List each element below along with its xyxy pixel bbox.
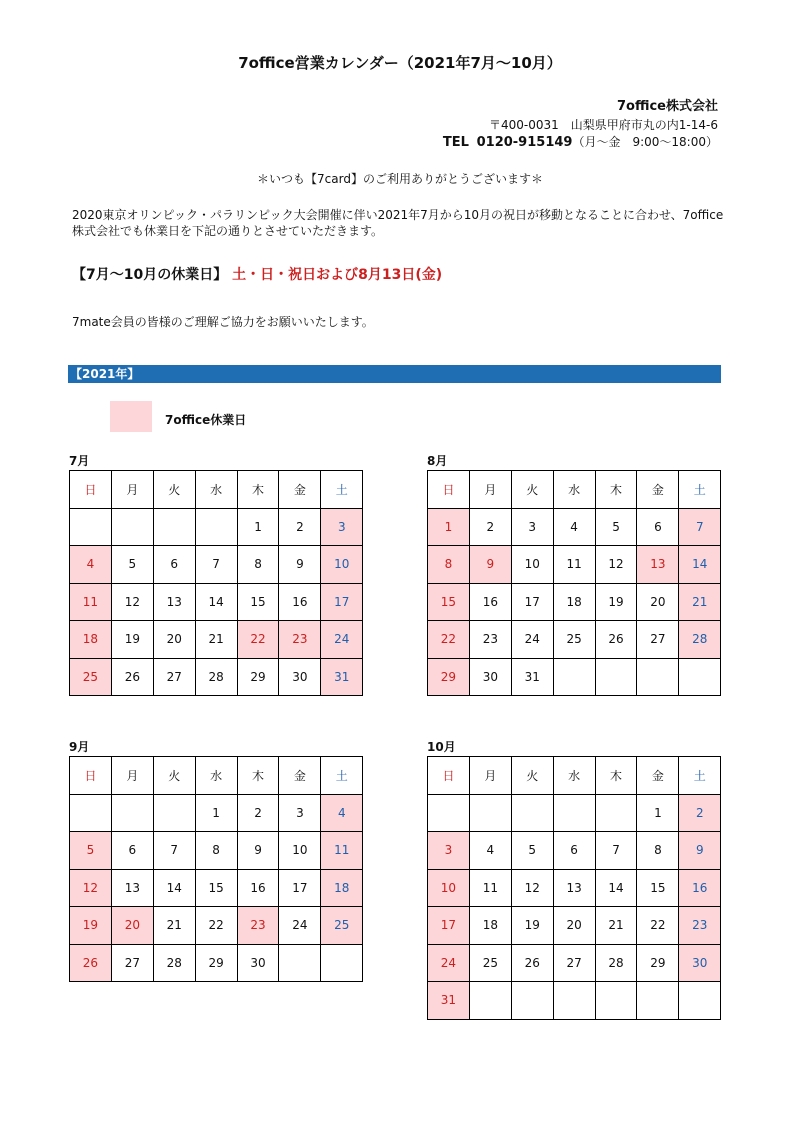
day-cell: 31	[511, 658, 553, 696]
day-cell: 28	[153, 944, 195, 982]
day-cell: 3	[321, 508, 363, 546]
day-cell: 16	[237, 869, 279, 907]
weekday-header: 日	[70, 757, 112, 795]
weekday-header: 木	[237, 471, 279, 509]
day-cell: 7	[195, 546, 237, 584]
empty-day-cell	[679, 658, 721, 696]
day-cell: 26	[111, 658, 153, 696]
week-row	[70, 583, 363, 621]
day-cell: 20	[637, 583, 679, 621]
weekday-header: 金	[279, 757, 321, 795]
day-cell: 5	[595, 508, 637, 546]
day-cell: 31	[428, 982, 470, 1020]
week-row	[428, 869, 721, 907]
day-cell: 5	[70, 832, 112, 870]
closed-days-value: 土・日・祝日および8月13日(金)	[232, 267, 443, 283]
month-label: 9月	[69, 740, 90, 754]
weekday-header: 日	[428, 471, 470, 509]
day-cell: 20	[553, 907, 595, 945]
day-cell: 14	[153, 869, 195, 907]
day-cell: 16	[469, 583, 511, 621]
empty-day-cell	[469, 794, 511, 832]
weekday-header: 木	[237, 757, 279, 795]
weekday-header: 土	[679, 757, 721, 795]
weekday-header: 月	[469, 471, 511, 509]
weekday-header: 土	[679, 471, 721, 509]
day-cell: 17	[428, 907, 470, 945]
day-cell: 23	[469, 621, 511, 659]
empty-day-cell	[553, 982, 595, 1020]
day-cell: 2	[679, 794, 721, 832]
day-cell: 24	[511, 621, 553, 659]
weekday-header: 水	[195, 471, 237, 509]
day-cell: 31	[321, 658, 363, 696]
day-cell: 9	[679, 832, 721, 870]
week-row	[70, 546, 363, 584]
day-cell: 10	[321, 546, 363, 584]
empty-day-cell	[637, 982, 679, 1020]
weekday-header: 土	[321, 471, 363, 509]
weekday-header: 日	[70, 471, 112, 509]
day-cell: 26	[595, 621, 637, 659]
day-cell: 30	[279, 658, 321, 696]
month-label: 7月	[69, 454, 90, 468]
empty-day-cell	[595, 794, 637, 832]
day-cell: 1	[428, 508, 470, 546]
legend-label: 7office休業日	[165, 413, 247, 427]
weekday-header: 月	[469, 757, 511, 795]
day-cell: 13	[111, 869, 153, 907]
day-cell: 4	[469, 832, 511, 870]
day-cell: 8	[428, 546, 470, 584]
day-cell: 13	[553, 869, 595, 907]
month-calendar	[427, 470, 721, 696]
weekday-header: 水	[195, 757, 237, 795]
day-cell: 30	[237, 944, 279, 982]
day-cell: 12	[70, 869, 112, 907]
day-cell: 19	[70, 907, 112, 945]
day-cell: 15	[237, 583, 279, 621]
day-cell: 14	[595, 869, 637, 907]
day-cell: 6	[637, 508, 679, 546]
week-row	[70, 508, 363, 546]
day-cell: 17	[511, 583, 553, 621]
empty-day-cell	[679, 982, 721, 1020]
day-cell: 13	[637, 546, 679, 584]
day-cell: 11	[70, 583, 112, 621]
day-cell: 5	[511, 832, 553, 870]
day-cell: 23	[679, 907, 721, 945]
day-cell: 11	[469, 869, 511, 907]
tel-label: TEL	[442, 135, 469, 150]
day-cell: 10	[279, 832, 321, 870]
day-cell: 8	[195, 832, 237, 870]
week-row	[70, 832, 363, 870]
day-cell: 12	[595, 546, 637, 584]
day-cell: 8	[237, 546, 279, 584]
weekday-header: 金	[279, 471, 321, 509]
weekday-header: 金	[637, 757, 679, 795]
day-cell: 21	[153, 907, 195, 945]
day-cell: 19	[111, 621, 153, 659]
day-cell: 20	[153, 621, 195, 659]
day-cell: 14	[679, 546, 721, 584]
day-cell: 7	[153, 832, 195, 870]
day-cell: 3	[279, 794, 321, 832]
legend-swatch	[110, 401, 152, 432]
day-cell: 16	[279, 583, 321, 621]
month-calendar	[427, 756, 721, 1020]
weekday-header: 水	[553, 757, 595, 795]
empty-day-cell	[428, 794, 470, 832]
day-cell: 18	[553, 583, 595, 621]
week-row	[70, 794, 363, 832]
week-row	[428, 794, 721, 832]
day-cell: 21	[679, 583, 721, 621]
day-cell: 14	[195, 583, 237, 621]
weekday-header: 火	[511, 757, 553, 795]
empty-day-cell	[595, 982, 637, 1020]
page-title: 7office営業カレンダー（2021年7月～10月）	[238, 54, 562, 72]
day-cell: 21	[595, 907, 637, 945]
closed-days-label: 【7月～10月の休業日】	[72, 267, 228, 283]
empty-day-cell	[511, 982, 553, 1020]
empty-day-cell	[553, 794, 595, 832]
day-cell: 15	[195, 869, 237, 907]
request-text: 7mate会員の皆様のご理解ご協力をお願いいたします。	[72, 315, 374, 329]
empty-day-cell	[111, 794, 153, 832]
weekday-header: 火	[153, 471, 195, 509]
day-cell: 28	[679, 621, 721, 659]
weekday-header: 土	[321, 757, 363, 795]
year-header-bar: 【2021年】	[68, 365, 721, 383]
week-row	[428, 546, 721, 584]
day-cell: 23	[279, 621, 321, 659]
empty-day-cell	[279, 944, 321, 982]
day-cell: 22	[195, 907, 237, 945]
weekday-header: 火	[153, 757, 195, 795]
weekday-header-row	[428, 757, 721, 795]
week-row	[428, 832, 721, 870]
day-cell: 21	[195, 621, 237, 659]
day-cell: 25	[469, 944, 511, 982]
day-cell: 25	[553, 621, 595, 659]
day-cell: 18	[469, 907, 511, 945]
day-cell: 23	[237, 907, 279, 945]
day-cell: 22	[428, 621, 470, 659]
day-cell: 26	[70, 944, 112, 982]
day-cell: 9	[469, 546, 511, 584]
closed-days-heading	[72, 264, 442, 284]
week-row	[70, 944, 363, 982]
company-address: 〒400-0031 山梨県甲府市丸の内1-14-6	[489, 118, 718, 132]
week-row	[428, 583, 721, 621]
day-cell: 16	[679, 869, 721, 907]
day-cell: 27	[111, 944, 153, 982]
day-cell: 27	[553, 944, 595, 982]
empty-day-cell	[195, 508, 237, 546]
month-calendar	[69, 756, 363, 982]
day-cell: 3	[428, 832, 470, 870]
day-cell: 29	[237, 658, 279, 696]
day-cell: 11	[321, 832, 363, 870]
weekday-header-row	[70, 471, 363, 509]
day-cell: 29	[637, 944, 679, 982]
week-row	[428, 944, 721, 982]
day-cell: 4	[553, 508, 595, 546]
day-cell: 5	[111, 546, 153, 584]
day-cell: 24	[321, 621, 363, 659]
weekday-header: 火	[511, 471, 553, 509]
week-row	[428, 508, 721, 546]
day-cell: 4	[70, 546, 112, 584]
day-cell: 11	[553, 546, 595, 584]
weekday-header: 木	[595, 471, 637, 509]
greeting-text: ＊いつも【7card】のご利用ありがとうございます＊	[257, 172, 543, 186]
weekday-header-row	[428, 471, 721, 509]
day-cell: 18	[70, 621, 112, 659]
day-cell: 2	[237, 794, 279, 832]
day-cell: 6	[111, 832, 153, 870]
day-cell: 3	[511, 508, 553, 546]
day-cell: 1	[637, 794, 679, 832]
day-cell: 17	[321, 583, 363, 621]
day-cell: 6	[153, 546, 195, 584]
empty-day-cell	[70, 508, 112, 546]
empty-day-cell	[595, 658, 637, 696]
month-label: 10月	[427, 740, 456, 754]
company-name: 7office株式会社	[617, 99, 718, 114]
day-cell: 7	[679, 508, 721, 546]
empty-day-cell	[70, 794, 112, 832]
day-cell: 18	[321, 869, 363, 907]
day-cell: 6	[553, 832, 595, 870]
day-cell: 2	[279, 508, 321, 546]
day-cell: 27	[637, 621, 679, 659]
day-cell: 27	[153, 658, 195, 696]
day-cell: 12	[511, 869, 553, 907]
tel-hours: （月～金 9:00～18:00）	[572, 135, 718, 149]
empty-day-cell	[469, 982, 511, 1020]
week-row	[70, 658, 363, 696]
day-cell: 2	[469, 508, 511, 546]
day-cell: 29	[428, 658, 470, 696]
day-cell: 24	[279, 907, 321, 945]
day-cell: 7	[595, 832, 637, 870]
week-row	[70, 907, 363, 945]
weekday-header: 木	[595, 757, 637, 795]
day-cell: 22	[637, 907, 679, 945]
day-cell: 20	[111, 907, 153, 945]
day-cell: 1	[237, 508, 279, 546]
empty-day-cell	[637, 658, 679, 696]
weekday-header: 日	[428, 757, 470, 795]
empty-day-cell	[321, 944, 363, 982]
day-cell: 19	[511, 907, 553, 945]
day-cell: 9	[237, 832, 279, 870]
day-cell: 25	[70, 658, 112, 696]
day-cell: 13	[153, 583, 195, 621]
day-cell: 15	[428, 583, 470, 621]
empty-day-cell	[511, 794, 553, 832]
empty-day-cell	[553, 658, 595, 696]
day-cell: 12	[111, 583, 153, 621]
day-cell: 10	[511, 546, 553, 584]
company-tel	[443, 133, 718, 150]
week-row	[70, 621, 363, 659]
week-row	[428, 982, 721, 1020]
week-row	[428, 658, 721, 696]
day-cell: 24	[428, 944, 470, 982]
month-calendar	[69, 470, 363, 696]
day-cell: 19	[595, 583, 637, 621]
notice-paragraph: 2020東京オリンピック・パラリンピック大会開催に伴い2021年7月から10月の祝日が移動となることに合わせ、7office株式会社でも休業日を下記の通りとさせていただきます。	[72, 208, 724, 238]
day-cell: 28	[595, 944, 637, 982]
week-row	[428, 907, 721, 945]
tel-number: 0120-915149	[476, 135, 573, 150]
day-cell: 30	[679, 944, 721, 982]
weekday-header: 月	[111, 757, 153, 795]
day-cell: 10	[428, 869, 470, 907]
day-cell: 28	[195, 658, 237, 696]
day-cell: 1	[195, 794, 237, 832]
day-cell: 4	[321, 794, 363, 832]
empty-day-cell	[153, 794, 195, 832]
weekday-header: 金	[637, 471, 679, 509]
day-cell: 29	[195, 944, 237, 982]
day-cell: 26	[511, 944, 553, 982]
week-row	[428, 621, 721, 659]
day-cell: 22	[237, 621, 279, 659]
day-cell: 17	[279, 869, 321, 907]
day-cell: 25	[321, 907, 363, 945]
week-row	[70, 869, 363, 907]
day-cell: 8	[637, 832, 679, 870]
empty-day-cell	[153, 508, 195, 546]
empty-day-cell	[111, 508, 153, 546]
day-cell: 9	[279, 546, 321, 584]
weekday-header: 水	[553, 471, 595, 509]
month-label: 8月	[427, 454, 448, 468]
weekday-header-row	[70, 757, 363, 795]
day-cell: 30	[469, 658, 511, 696]
day-cell: 15	[637, 869, 679, 907]
weekday-header: 月	[111, 471, 153, 509]
